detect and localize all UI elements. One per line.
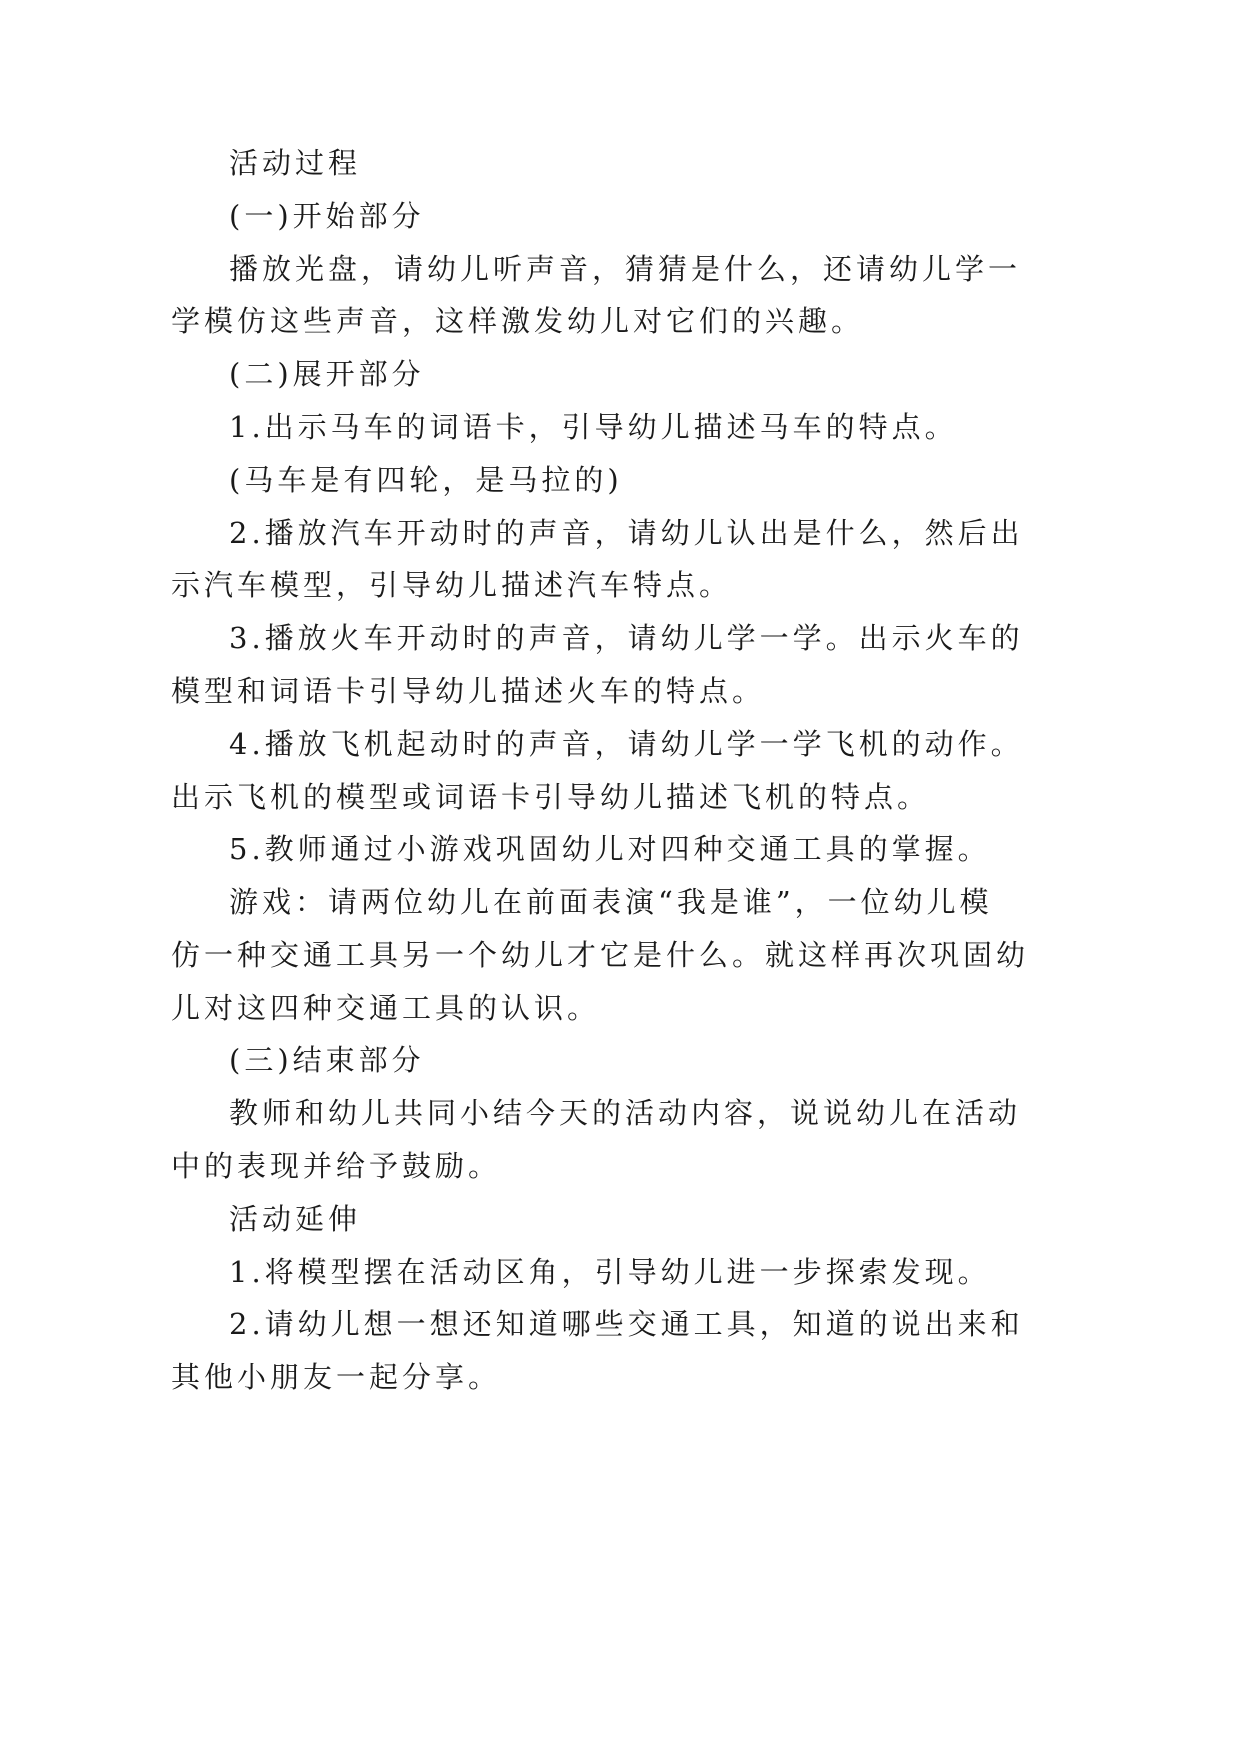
subsection-heading: (三)结束部分 [229,1043,425,1077]
paragraph-line: 教师和幼儿共同小结今天的活动内容，说说幼儿在活动 [229,1096,1022,1130]
paragraph-line: 儿对这四种交通工具的认识。 [171,991,601,1025]
paragraph-line: 游戏：请两位幼儿在前面表演“我是谁”，一位幼儿模 [229,885,993,919]
paragraph-line: 其他小朋友一起分享。 [171,1360,502,1394]
paragraph-line: 出示飞机的模型或词语卡引导幼儿描述飞机的特点。 [171,780,931,814]
paragraph-line: 中的表现并给予鼓励。 [171,1149,502,1183]
paragraph-line: 5.教师通过小游戏巩固幼儿对四种交通工具的掌握。 [229,832,991,866]
paragraph-line: 仿一种交通工具另一个幼儿才它是什么。就这样再次巩固幼 [171,938,1030,972]
paragraph-line: 4.播放飞机起动时的声音，请幼儿学一学飞机的动作。 [229,727,1024,761]
paragraph-line: 模型和词语卡引导幼儿描述火车的特点。 [171,674,766,708]
section-heading: 活动过程 [229,146,362,180]
paragraph-line: 1.将模型摆在活动区角，引导幼儿进一步探索发现。 [229,1255,991,1289]
paragraph-line: 2.播放汽车开动时的声音，请幼儿认出是什么，然后出 [229,516,1024,550]
paragraph-line: 2.请幼儿想一想还知道哪些交通工具，知道的说出来和 [229,1307,1024,1341]
paragraph-line: 示汽车模型，引导幼儿描述汽车特点。 [171,568,733,602]
paragraph-line: 3.播放火车开动时的声音，请幼儿学一学。出示火车的 [229,621,1024,655]
subsection-heading: (一)开始部分 [229,199,425,233]
section-heading: 活动延伸 [229,1202,362,1236]
subsection-heading: (二)展开部分 [229,357,425,391]
paragraph-line: 学模仿这些声音，这样激发幼儿对它们的兴趣。 [171,304,865,338]
paragraph-line: 播放光盘，请幼儿听声音，猜猜是什么，还请幼儿学一 [229,252,1022,286]
paragraph-line: 1.出示马车的词语卡，引导幼儿描述马车的特点。 [229,410,958,444]
paragraph-line: (马车是有四轮，是马拉的) [229,463,623,497]
